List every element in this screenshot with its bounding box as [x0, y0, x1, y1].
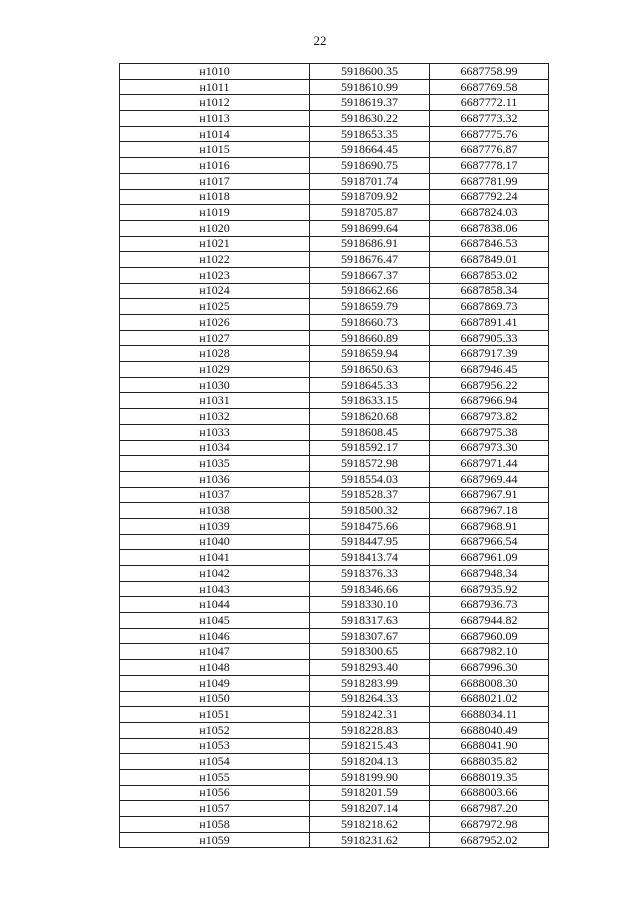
y-coordinate-cell: 6687773.32: [430, 111, 549, 127]
point-id-cell: н1022: [120, 252, 310, 268]
x-coordinate-cell: 5918667.37: [310, 267, 430, 283]
table-row: [120, 283, 549, 299]
point-id-cell: н1045: [120, 613, 310, 629]
y-coordinate-cell: 6687917.39: [430, 346, 549, 362]
x-coordinate-cell: 5918592.17: [310, 440, 430, 456]
table-row: [120, 236, 549, 252]
x-coordinate-cell: 5918528.37: [310, 487, 430, 503]
table-row: [120, 769, 549, 785]
x-coordinate-cell: 5918330.10: [310, 597, 430, 613]
y-coordinate-cell: 6687967.18: [430, 503, 549, 519]
y-coordinate-cell: 6687935.92: [430, 581, 549, 597]
table-row: [120, 346, 549, 362]
point-id-cell: н1042: [120, 566, 310, 582]
point-id-cell: н1031: [120, 393, 310, 409]
point-id-cell: н1030: [120, 377, 310, 393]
table-row: [120, 660, 549, 676]
y-coordinate-cell: 6687775.76: [430, 126, 549, 142]
y-coordinate-cell: 6687838.06: [430, 220, 549, 236]
table-row: [120, 628, 549, 644]
table-row: [120, 252, 549, 268]
y-coordinate-cell: 6687996.30: [430, 660, 549, 676]
table-row: [120, 644, 549, 660]
x-coordinate-cell: 5918620.68: [310, 409, 430, 425]
point-id-cell: н1016: [120, 158, 310, 174]
y-coordinate-cell: 6687960.09: [430, 628, 549, 644]
point-id-cell: н1047: [120, 644, 310, 660]
table-row: [120, 377, 549, 393]
y-coordinate-cell: 6687946.45: [430, 362, 549, 378]
x-coordinate-cell: 5918475.66: [310, 518, 430, 534]
point-id-cell: н1052: [120, 722, 310, 738]
table-row: [120, 801, 549, 817]
point-id-cell: н1039: [120, 518, 310, 534]
y-coordinate-cell: 6687824.03: [430, 205, 549, 221]
x-coordinate-cell: 5918645.33: [310, 377, 430, 393]
y-coordinate-cell: 6688003.66: [430, 785, 549, 801]
y-coordinate-cell: 6688034.11: [430, 707, 549, 723]
table-row: [120, 487, 549, 503]
x-coordinate-cell: 5918207.14: [310, 801, 430, 817]
y-coordinate-cell: 6687975.38: [430, 424, 549, 440]
y-coordinate-cell: 6687966.94: [430, 393, 549, 409]
table-row: [120, 189, 549, 205]
point-id-cell: н1044: [120, 597, 310, 613]
y-coordinate-cell: 6687952.02: [430, 832, 549, 848]
y-coordinate-cell: 6687869.73: [430, 299, 549, 315]
table-row: [120, 424, 549, 440]
y-coordinate-cell: 6687758.99: [430, 64, 549, 80]
x-coordinate-cell: 5918660.73: [310, 315, 430, 331]
x-coordinate-cell: 5918664.45: [310, 142, 430, 158]
point-id-cell: н1059: [120, 832, 310, 848]
x-coordinate-cell: 5918659.79: [310, 299, 430, 315]
y-coordinate-cell: 6687781.99: [430, 173, 549, 189]
x-coordinate-cell: 5918215.43: [310, 738, 430, 754]
point-id-cell: н1033: [120, 424, 310, 440]
point-id-cell: н1011: [120, 79, 310, 95]
x-coordinate-cell: 5918500.32: [310, 503, 430, 519]
point-id-cell: н1027: [120, 330, 310, 346]
point-id-cell: н1023: [120, 267, 310, 283]
x-coordinate-cell: 5918709.92: [310, 189, 430, 205]
table-row: [120, 597, 549, 613]
x-coordinate-cell: 5918610.99: [310, 79, 430, 95]
y-coordinate-cell: 6687772.11: [430, 95, 549, 111]
y-coordinate-cell: 6687858.34: [430, 283, 549, 299]
y-coordinate-cell: 6687776.87: [430, 142, 549, 158]
point-id-cell: н1049: [120, 675, 310, 691]
table-row: [120, 79, 549, 95]
point-id-cell: н1048: [120, 660, 310, 676]
point-id-cell: н1050: [120, 691, 310, 707]
x-coordinate-cell: 5918630.22: [310, 111, 430, 127]
x-coordinate-cell: 5918346.66: [310, 581, 430, 597]
point-id-cell: н1021: [120, 236, 310, 252]
x-coordinate-cell: 5918283.99: [310, 675, 430, 691]
point-id-cell: н1046: [120, 628, 310, 644]
y-coordinate-cell: 6687971.44: [430, 456, 549, 472]
point-id-cell: н1038: [120, 503, 310, 519]
table-row: [120, 518, 549, 534]
table-row: [120, 691, 549, 707]
coordinates-table-body: [120, 64, 549, 848]
x-coordinate-cell: 5918231.62: [310, 832, 430, 848]
point-id-cell: н1043: [120, 581, 310, 597]
point-id-cell: н1057: [120, 801, 310, 817]
y-coordinate-cell: 6687944.82: [430, 613, 549, 629]
point-id-cell: н1051: [120, 707, 310, 723]
x-coordinate-cell: 5918218.62: [310, 817, 430, 833]
point-id-cell: н1054: [120, 754, 310, 770]
point-id-cell: н1028: [120, 346, 310, 362]
point-id-cell: н1032: [120, 409, 310, 425]
y-coordinate-cell: 6688040.49: [430, 722, 549, 738]
point-id-cell: н1019: [120, 205, 310, 221]
point-id-cell: н1041: [120, 550, 310, 566]
y-coordinate-cell: 6687982.10: [430, 644, 549, 660]
x-coordinate-cell: 5918242.31: [310, 707, 430, 723]
y-coordinate-cell: 6687987.20: [430, 801, 549, 817]
table-row: [120, 64, 549, 80]
y-coordinate-cell: 6687966.54: [430, 534, 549, 550]
point-id-cell: н1035: [120, 456, 310, 472]
y-coordinate-cell: 6687853.02: [430, 267, 549, 283]
table-row: [120, 142, 549, 158]
table-row: [120, 754, 549, 770]
y-coordinate-cell: 6687973.30: [430, 440, 549, 456]
point-id-cell: н1014: [120, 126, 310, 142]
table-row: [120, 566, 549, 582]
y-coordinate-cell: 6687936.73: [430, 597, 549, 613]
table-row: [120, 471, 549, 487]
y-coordinate-cell: 6687969.44: [430, 471, 549, 487]
point-id-cell: н1015: [120, 142, 310, 158]
y-coordinate-cell: 6687961.09: [430, 550, 549, 566]
y-coordinate-cell: 6687792.24: [430, 189, 549, 205]
point-id-cell: н1026: [120, 315, 310, 331]
x-coordinate-cell: 5918447.95: [310, 534, 430, 550]
y-coordinate-cell: 6688008.30: [430, 675, 549, 691]
y-coordinate-cell: 6688041.90: [430, 738, 549, 754]
table-row: [120, 299, 549, 315]
y-coordinate-cell: 6687846.53: [430, 236, 549, 252]
point-id-cell: н1013: [120, 111, 310, 127]
y-coordinate-cell: 6687891.41: [430, 315, 549, 331]
table-row: [120, 613, 549, 629]
x-coordinate-cell: 5918600.35: [310, 64, 430, 80]
table-row: [120, 409, 549, 425]
table-row: [120, 393, 549, 409]
x-coordinate-cell: 5918686.91: [310, 236, 430, 252]
point-id-cell: н1020: [120, 220, 310, 236]
table-row: [120, 362, 549, 378]
table-row: [120, 315, 549, 331]
x-coordinate-cell: 5918300.65: [310, 644, 430, 660]
x-coordinate-cell: 5918650.63: [310, 362, 430, 378]
table-row: [120, 675, 549, 691]
y-coordinate-cell: 6687968.91: [430, 518, 549, 534]
page-number: 22: [313, 33, 327, 48]
table-row: [120, 832, 549, 848]
y-coordinate-cell: 6687778.17: [430, 158, 549, 174]
x-coordinate-cell: 5918653.35: [310, 126, 430, 142]
x-coordinate-cell: 5918660.89: [310, 330, 430, 346]
x-coordinate-cell: 5918662.66: [310, 283, 430, 299]
coordinates-table: [119, 63, 549, 848]
table-row: [120, 817, 549, 833]
point-id-cell: н1012: [120, 95, 310, 111]
table-row: [120, 267, 549, 283]
point-id-cell: н1025: [120, 299, 310, 315]
table-row: [120, 205, 549, 221]
point-id-cell: н1010: [120, 64, 310, 80]
x-coordinate-cell: 5918307.67: [310, 628, 430, 644]
table-row: [120, 550, 549, 566]
x-coordinate-cell: 5918633.15: [310, 393, 430, 409]
y-coordinate-cell: 6688021.02: [430, 691, 549, 707]
x-coordinate-cell: 5918572.98: [310, 456, 430, 472]
y-coordinate-cell: 6688035.82: [430, 754, 549, 770]
x-coordinate-cell: 5918264.33: [310, 691, 430, 707]
table-row: [120, 158, 549, 174]
x-coordinate-cell: 5918676.47: [310, 252, 430, 268]
x-coordinate-cell: 5918690.75: [310, 158, 430, 174]
x-coordinate-cell: 5918201.59: [310, 785, 430, 801]
y-coordinate-cell: 6687973.82: [430, 409, 549, 425]
point-id-cell: н1055: [120, 769, 310, 785]
x-coordinate-cell: 5918659.94: [310, 346, 430, 362]
point-id-cell: н1017: [120, 173, 310, 189]
x-coordinate-cell: 5918293.40: [310, 660, 430, 676]
y-coordinate-cell: 6687956.22: [430, 377, 549, 393]
point-id-cell: н1058: [120, 817, 310, 833]
x-coordinate-cell: 5918199.90: [310, 769, 430, 785]
y-coordinate-cell: 6687769.58: [430, 79, 549, 95]
point-id-cell: н1056: [120, 785, 310, 801]
point-id-cell: н1036: [120, 471, 310, 487]
table-row: [120, 126, 549, 142]
x-coordinate-cell: 5918608.45: [310, 424, 430, 440]
x-coordinate-cell: 5918413.74: [310, 550, 430, 566]
y-coordinate-cell: 6688019.35: [430, 769, 549, 785]
point-id-cell: н1018: [120, 189, 310, 205]
table-row: [120, 440, 549, 456]
table-row: [120, 738, 549, 754]
table-row: [120, 503, 549, 519]
point-id-cell: н1040: [120, 534, 310, 550]
table-row: [120, 534, 549, 550]
table-row: [120, 173, 549, 189]
table-row: [120, 111, 549, 127]
table-row: [120, 707, 549, 723]
y-coordinate-cell: 6687967.91: [430, 487, 549, 503]
table-row: [120, 456, 549, 472]
x-coordinate-cell: 5918699.64: [310, 220, 430, 236]
point-id-cell: н1037: [120, 487, 310, 503]
table-row: [120, 722, 549, 738]
x-coordinate-cell: 5918228.83: [310, 722, 430, 738]
x-coordinate-cell: 5918701.74: [310, 173, 430, 189]
y-coordinate-cell: 6687972.98: [430, 817, 549, 833]
table-row: [120, 581, 549, 597]
point-id-cell: н1029: [120, 362, 310, 378]
y-coordinate-cell: 6687905.33: [430, 330, 549, 346]
x-coordinate-cell: 5918204.13: [310, 754, 430, 770]
point-id-cell: н1024: [120, 283, 310, 299]
y-coordinate-cell: 6687849.01: [430, 252, 549, 268]
x-coordinate-cell: 5918619.37: [310, 95, 430, 111]
table-row: [120, 785, 549, 801]
x-coordinate-cell: 5918554.03: [310, 471, 430, 487]
table-row: [120, 330, 549, 346]
table-row: [120, 220, 549, 236]
table-row: [120, 95, 549, 111]
point-id-cell: н1034: [120, 440, 310, 456]
x-coordinate-cell: 5918317.63: [310, 613, 430, 629]
x-coordinate-cell: 5918376.33: [310, 566, 430, 582]
point-id-cell: н1053: [120, 738, 310, 754]
y-coordinate-cell: 6687948.34: [430, 566, 549, 582]
x-coordinate-cell: 5918705.87: [310, 205, 430, 221]
